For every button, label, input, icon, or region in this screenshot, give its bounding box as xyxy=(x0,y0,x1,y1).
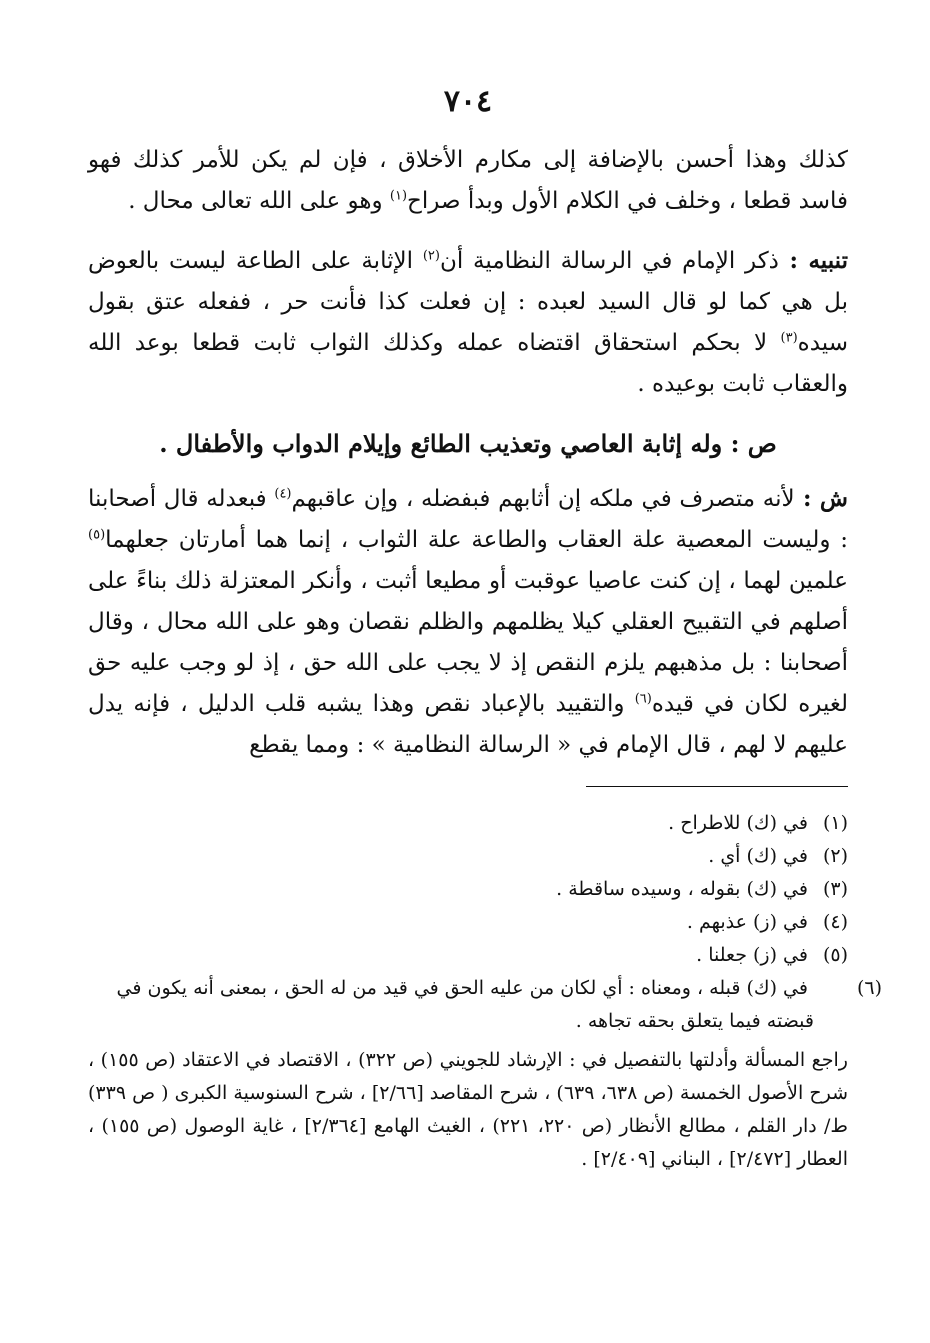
footnote-text: في (ز) جعلنا . xyxy=(696,944,808,966)
footnote-text: في (ك) للاطراح . xyxy=(668,812,808,834)
paragraph-continuation xyxy=(88,140,848,222)
sharh-paragraph xyxy=(88,478,848,766)
footnote-number: (٥) xyxy=(822,944,848,966)
tanbih-paragraph xyxy=(88,240,848,405)
footnote-text: في (ك) بقوله ، وسيده ساقطة . xyxy=(556,878,808,900)
footnote-marker: (٣) xyxy=(780,330,798,346)
footnote-6 xyxy=(88,972,882,1038)
footnote-number: (٣) xyxy=(822,878,848,900)
paragraph-text: لأنه متصرف في ملكه إن أثابهم فبفضله ، وإن عاقبهم xyxy=(291,486,795,512)
paragraph-text: والتقييد بالإعباد نقص وهذا يشبه قلب الدليل ، فإنه يدل عليهم لا لهم ، قال الإمام في « الرسالة النظامية » : ومما يقطع xyxy=(88,691,848,758)
paragraph-text: كذلك وهذا أحسن بالإضافة إلى مكارم الأخلاق ، فإن لم يكن للأمر كذلك فهو فاسد قطعا ، وخلف في الكلام الأول وبدأ صراح xyxy=(88,147,848,214)
footnote-marker: (٢) xyxy=(422,248,440,264)
references-note: راجع المسألة وأدلتها بالتفصيل في : الإرشاد للجويني (ص ٣٢٢) ، الاقتصاد في الاعتقاد (ص ١٥٥) ، شرح الأصول الخمسة (ص ٦٣٨، ٦٣٩) ، شرح المقاصد [٢/٦٦] ، شرح السنوسية الكبرى ( ص ٣٣٩) ط/ دار القلم ، مطالع الأنظار (ص ٢٢٠، ٢٢١) ، الغيث الهامع [٢/٣٦٤] ، غاية الوصول (ص ١٥٥) ، العطار [٢/٤٧٢] ، البناني [٢/٤٠٩] . xyxy=(88,1049,849,1170)
footnote-text: في (ك) قبله ، ومعناه : أي لكان من عليه الحق في قيد من له الحق ، بمعنى أنه يكون في قبضته فيما يتعلق بحقه تجاهه . xyxy=(116,977,814,1032)
footnote-marker: (٦) xyxy=(634,691,652,707)
section-heading: ص : وله إثابة العاصي وتعذيب الطائع وإيلام الدواب والأطفال . xyxy=(159,429,777,458)
footnote-number: (٤) xyxy=(822,911,848,933)
footnote-divider xyxy=(586,786,848,787)
page-number: ٧٠٤ xyxy=(443,84,493,119)
footnote-number: (٢) xyxy=(822,845,848,867)
footnotes xyxy=(88,807,882,1038)
sharh-lead: ش : xyxy=(794,485,848,512)
footnote-2 xyxy=(88,840,848,873)
footnote-text: في (ز) عذبهم . xyxy=(686,911,808,933)
paragraph-text: وهو على الله تعالى محال . xyxy=(128,188,390,214)
tanbih-lead: تنبيه : xyxy=(778,247,848,274)
footnote-number: (٦) xyxy=(856,977,882,999)
footnote-text: في (ك) أي . xyxy=(708,845,808,867)
footnote-number: (١) xyxy=(822,812,848,834)
footnote-5 xyxy=(88,939,848,972)
paragraph-text: علمين لهما ، إن كنت عاصيا عوقبت أو مطيعا أثبت ، وأنكر المعتزلة ذلك بناءً على أصلهم في التقبيح العقلي كيلا يظلمهم والظلم نقصان وهو على الله محال ، وقال أصحابنا : بل مذهبهم يلزم النقص إذ لا يجب على الله حق ، إذ لو وجب عليه حق لغيره لكان في قيده xyxy=(88,568,849,717)
paragraph-text: ذكر الإمام في الرسالة النظامية أن xyxy=(439,248,779,274)
paragraph-text: فبعدله قال أصحابنا : وليست المعصية علة العقاب والطاعة علة الثواب ، إنما هما أمارتان جعلهما xyxy=(88,486,848,553)
footnote-1 xyxy=(88,807,848,840)
footnote-marker: (١) xyxy=(389,188,408,204)
paragraph-text: الإثابة على الطاعة ليست بالعوض بل هي كما لو قال السيد لعبده : إن فعلت كذا فأنت حر ، ففعله عتق بقول سيده xyxy=(88,248,848,356)
paragraph-text: لا بحكم استحقاق اقتضاه عمله وكذلك الثواب ثابت قطعا بوعد الله والعقاب ثابت بوعيده . xyxy=(88,330,848,397)
footnote-4 xyxy=(88,906,848,939)
footnote-marker: (٥) xyxy=(88,527,106,543)
footnote-marker: (٤) xyxy=(274,486,292,502)
footnote-3 xyxy=(88,873,848,906)
